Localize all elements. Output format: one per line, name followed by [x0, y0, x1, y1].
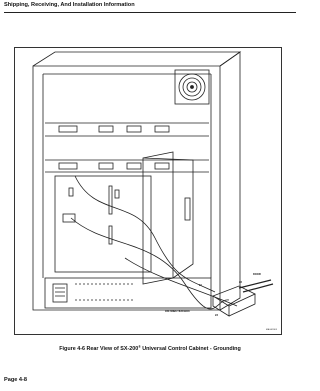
callout-distribution-box: DISTRIBUTION BOX: [165, 310, 190, 313]
backplane: [55, 176, 151, 272]
caption-superscript: ®: [138, 345, 141, 349]
callout-21: 21: [199, 284, 202, 287]
power-drawer: [45, 278, 211, 308]
figure-caption: [0, 345, 300, 353]
caption-prefix: Figure 4-6 Rear View of SX-200: [59, 346, 139, 352]
cabinet-side: [220, 52, 240, 310]
distribution-box: [213, 286, 255, 306]
page-header-title: Shipping, Receiving, And Installation Information: [4, 2, 135, 8]
cabinet-top: [33, 52, 240, 66]
figure-id: MAG69303: [265, 329, 277, 331]
ground-cable-b: [71, 218, 229, 309]
cabinet-line-drawing: [15, 48, 283, 336]
page-number: Page 4-8: [4, 377, 28, 383]
callout-23: 23: [215, 314, 218, 317]
figure-illustration: [14, 47, 282, 335]
callout-22: 22: [239, 281, 242, 284]
caption-suffix: Universal Control Cabinet - Grounding: [140, 346, 241, 352]
header-rule: [4, 12, 296, 13]
callout-door: DOOR: [253, 273, 261, 276]
cabinet-body: [33, 66, 220, 310]
ground-cable-a: [75, 176, 215, 292]
